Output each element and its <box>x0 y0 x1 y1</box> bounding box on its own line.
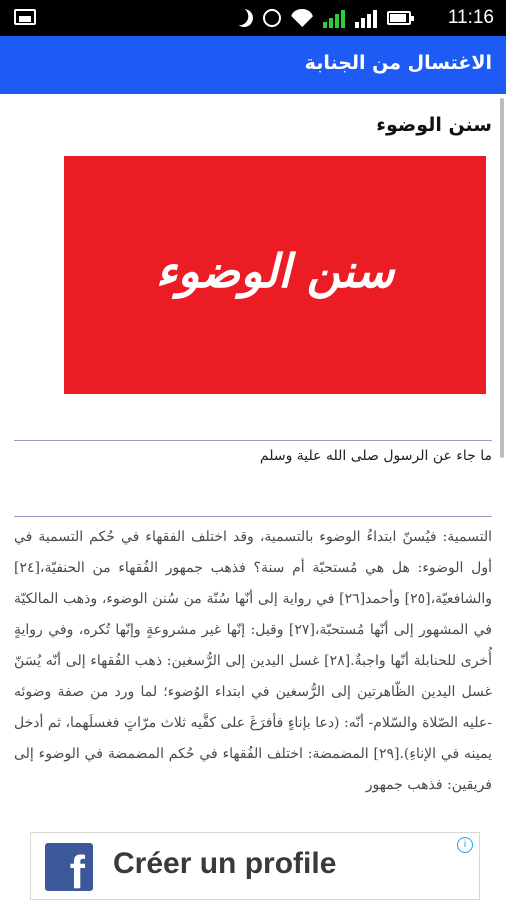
scrollbar[interactable] <box>500 98 504 458</box>
article-banner-image <box>64 156 486 394</box>
status-time: 11:16 <box>447 7 494 28</box>
signal-icon <box>355 8 377 28</box>
status-icons <box>235 7 411 29</box>
wifi-icon <box>291 9 313 27</box>
ad-info-icon[interactable]: i <box>457 837 473 853</box>
divider <box>14 516 492 517</box>
facebook-icon: f <box>45 843 93 891</box>
image-caption: ما جاء عن الرسول صلى الله علية وسلم <box>259 448 492 464</box>
app-bar <box>0 36 506 94</box>
article-content[interactable] <box>0 94 506 830</box>
divider <box>14 440 492 441</box>
ad-banner[interactable] <box>30 832 480 900</box>
page-title: الاغتسال من الجنابة <box>304 52 492 74</box>
alarm-icon <box>263 9 281 27</box>
status-bar <box>0 0 506 36</box>
ad-text: Créer un profile <box>113 847 337 880</box>
gallery-icon <box>14 9 36 25</box>
article-heading: سنن الوضوء <box>376 114 492 136</box>
article-body: التسمية: فيُسنّ ابتداءُ الوضوء بالتسمية، وقد اختلف الفقهاء في حُكم التسمية في أول الوضوء: هل هي مُستحبّة أم سنة؟ فذهب جمهور الفُقهاء من الحنفيّة،[٢٤] والشافعيّة،[٢٥] وأحمد[٢٦] في رواية إلى أنّها سُنّة من سُنن الوضوء، وذهب المالكيّة في المشهور إلى أنّها مُستحبّة،[٢٧] وقيل: إنّها غير مشروعةٍ وإنّها تُكره، وفي روايةٍ أُخرى للحنابلة أنّها واجبةٌ.[٢٨] غسل اليدين إلى الرُّسغين: ذهب الفُقهاء إلى أنّه يُسَنّ غسل اليدين الظّاهرتين إلى الرُّسغين في ابتداء الوُضوء؛ لما ورد من صفة وضوئه -عليه الصّلاة والسّلام- أنّه: (دعا بإناءٍ فأفرَغَ على كفَّيه ثلاث مرّاتٍ فغسلَهما، ثم أدخل يمينه في الإناءِ).[٢٩] المضمضة: اختلف الفُقهاء في حُكم المضمضة في الوضوء إلى فريقين: فذهب جمهور <box>14 529 493 793</box>
battery-icon <box>387 11 411 25</box>
signal-icon <box>323 8 345 28</box>
moon-icon <box>232 6 255 29</box>
banner-text: سنن الوضوء <box>155 244 395 298</box>
